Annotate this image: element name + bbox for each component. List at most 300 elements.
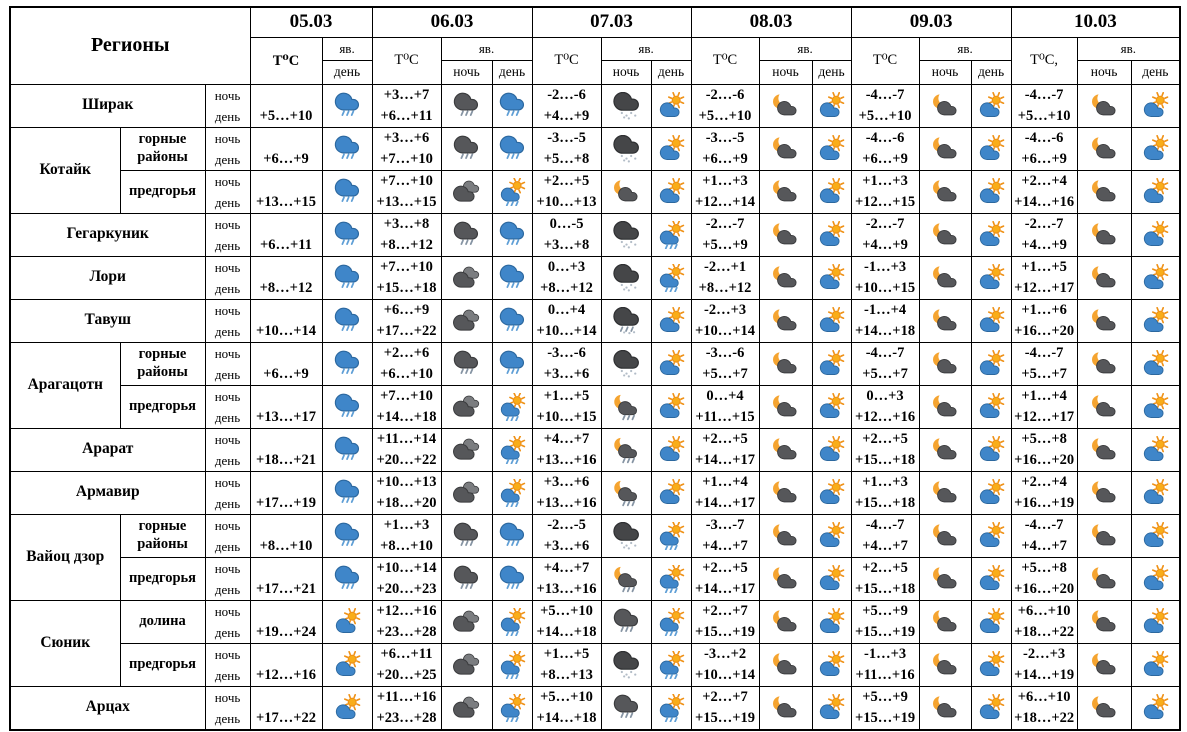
phenomenon-cell [1077, 557, 1131, 600]
night-temperature [251, 644, 322, 665]
day-temperature: +12…+16 [855, 408, 916, 425]
phenomenon-cell [441, 643, 492, 686]
night-day-label-cell [205, 127, 250, 170]
phenomenon-cell [812, 127, 851, 170]
day-temperature: +8…+12 [540, 279, 593, 296]
night-temperature: +3…+6 [383, 129, 430, 146]
temperature-cell [250, 643, 322, 686]
night-temperature: +2…+7 [702, 602, 748, 619]
moon-cloud-icon [930, 608, 961, 636]
phenomenon-cell [651, 170, 691, 213]
region-name: Лори [10, 256, 205, 299]
night-temperature: +4…+7 [543, 430, 590, 447]
rain-blue-icon [497, 522, 528, 550]
phenomenon-cell [601, 84, 651, 127]
sun-cloud-icon [1140, 307, 1171, 335]
region-row [10, 385, 1180, 428]
temperature-cell [691, 686, 759, 730]
sun-cloud-rain-icon [656, 264, 687, 292]
temperature-cell [851, 385, 919, 428]
phenomenon-cell [759, 514, 812, 557]
day-temperature: +6…+9 [1021, 150, 1067, 167]
day-label: день [214, 366, 241, 382]
night-temperature: -3…-7 [705, 516, 745, 533]
temperature-cell [691, 170, 759, 213]
day-temperature: +14…+16 [1014, 193, 1075, 210]
sun-cloud-icon [1140, 221, 1171, 249]
temperature-cell [851, 299, 919, 342]
temperature-cell [372, 428, 441, 471]
temperature-cell [250, 299, 322, 342]
temperature-cell [532, 385, 601, 428]
night-temperature: +7…+10 [380, 387, 433, 404]
night-temperature: +3…+6 [543, 473, 590, 490]
temperature-cell [372, 256, 441, 299]
night-temperature [251, 687, 322, 708]
phenomenon-cell [971, 514, 1011, 557]
phenomenon-cell [492, 299, 532, 342]
cloud-dark-icon [451, 651, 482, 679]
night-temperature: +6…+11 [380, 645, 433, 662]
day-temperature: +8…+12 [380, 236, 433, 253]
sun-cloud-icon [1140, 651, 1171, 679]
rain-blue-icon [332, 92, 363, 120]
day-label: день [214, 323, 241, 339]
night-temperature: -2…+3 [704, 301, 747, 318]
moon-cloud-icon [1089, 522, 1120, 550]
phenomenon-cell [322, 471, 372, 514]
phenomenon-cell [971, 299, 1011, 342]
phenomenon-cell [322, 686, 372, 730]
snow-dark-icon [611, 221, 642, 249]
moon-cloud-icon [1089, 307, 1120, 335]
subregion-name: предгорья [120, 170, 205, 213]
phenomenon-cell [1131, 84, 1180, 127]
rain-blue-icon [332, 135, 363, 163]
phenomenon-cell [1077, 256, 1131, 299]
sun-cloud-icon [1140, 135, 1171, 163]
night-label: ночь [214, 87, 241, 103]
night-day-label-cell [205, 600, 250, 643]
phenomenon-cell [812, 385, 851, 428]
phenomenon-cell [492, 84, 532, 127]
phenomenon-cell [492, 170, 532, 213]
phenomenon-cell [651, 514, 691, 557]
phenomenon-cell [919, 213, 971, 256]
phenomenon-cell [322, 385, 372, 428]
sun-cloud-rain-icon [497, 393, 528, 421]
moon-cloud-icon [770, 651, 801, 679]
temperature-cell [532, 213, 601, 256]
phenomenon-cell [759, 643, 812, 686]
phenomenon-column-header: яв. [322, 37, 372, 60]
day-label: день [214, 280, 241, 296]
sun-cloud-icon [1140, 178, 1171, 206]
day-temperature: +17…+19 [256, 494, 317, 511]
night-label: ночь [214, 216, 241, 232]
temperature-cell [1011, 557, 1077, 600]
temperature-cell [372, 213, 441, 256]
rain-blue-icon [332, 479, 363, 507]
moon-cloud-icon [1089, 221, 1120, 249]
day-subheader: день [812, 60, 851, 84]
night-temperature: +2…+5 [702, 430, 748, 447]
sun-cloud-icon [976, 436, 1007, 464]
temperature-cell [1011, 514, 1077, 557]
temperature-cell [532, 686, 601, 730]
sun-cloud-icon [976, 92, 1007, 120]
phenomenon-cell [812, 514, 851, 557]
night-label: ночь [214, 603, 241, 619]
temperature-cell [372, 643, 441, 686]
region-name: Тавуш [10, 299, 205, 342]
night-temperature: +6…+10 [1017, 688, 1071, 705]
phenomenon-cell [601, 428, 651, 471]
day-temperature: +17…+21 [256, 580, 317, 597]
sun-cloud-icon [1140, 350, 1171, 378]
phenomenon-cell [441, 213, 492, 256]
phenomenon-cell [812, 299, 851, 342]
phenomenon-cell [1131, 256, 1180, 299]
phenomenon-cell [919, 514, 971, 557]
temperature-cell [851, 213, 919, 256]
phenomenon-cell [441, 127, 492, 170]
night-temperature: -4…-6 [865, 129, 905, 146]
phenomenon-cell [601, 557, 651, 600]
temperature-cell [1011, 256, 1077, 299]
moon-cloud-rain-icon [611, 565, 642, 593]
phenomenon-cell [812, 213, 851, 256]
moon-cloud-icon [930, 264, 961, 292]
day-temperature: +6…+10 [380, 365, 433, 382]
phenomenon-cell [919, 643, 971, 686]
night-label: ночь [214, 130, 241, 146]
sun-cloud-icon [976, 221, 1007, 249]
moon-cloud-icon [1089, 651, 1120, 679]
phenomenon-cell [492, 643, 532, 686]
night-temperature: -3…-5 [705, 129, 745, 146]
day-label: день [214, 194, 241, 210]
day-temperature: +6…+9 [862, 150, 908, 167]
phenomenon-cell [651, 342, 691, 385]
phenomenon-column-header: яв. [1077, 37, 1180, 60]
region-name: Ширак [10, 84, 205, 127]
day-temperature: +14…+18 [536, 623, 597, 640]
day-temperature: +13…+16 [536, 580, 597, 597]
phenomenon-cell [1077, 170, 1131, 213]
table-header [10, 7, 1180, 84]
temperature-cell [532, 84, 601, 127]
date-header-06.03: 06.03 [372, 7, 532, 37]
phenomenon-cell [601, 342, 651, 385]
phenomenon-cell [759, 557, 812, 600]
date-header-05.03: 05.03 [250, 7, 372, 37]
day-temperature: +6…+11 [380, 107, 433, 124]
region-name: Котайк [10, 127, 120, 213]
region-row [10, 84, 1180, 127]
temperature-cell [250, 514, 322, 557]
phenomenon-cell [971, 170, 1011, 213]
moon-cloud-icon [1089, 479, 1120, 507]
night-day-label-cell [205, 213, 250, 256]
night-temperature: +1…+6 [1021, 301, 1067, 318]
night-subheader: ночь [441, 60, 492, 84]
phenomenon-column-header: яв. [441, 37, 532, 60]
temperature-cell [532, 471, 601, 514]
moon-cloud-icon [930, 651, 961, 679]
night-temperature: 0…+3 [547, 258, 586, 275]
moon-cloud-icon [1089, 350, 1120, 378]
phenomenon-cell [651, 643, 691, 686]
night-temperature: -2…-7 [865, 215, 905, 232]
night-day-label-cell [205, 471, 250, 514]
temperature-cell [250, 385, 322, 428]
rain-blue-icon [332, 522, 363, 550]
moon-cloud-icon [770, 608, 801, 636]
day-temperature: +3…+6 [543, 537, 590, 554]
day-label: день [214, 108, 241, 124]
date-header-07.03: 07.03 [532, 7, 691, 37]
temperature-cell [372, 84, 441, 127]
rain-blue-icon [497, 135, 528, 163]
phenomenon-cell [1077, 600, 1131, 643]
day-temperature: +11…+15 [695, 408, 755, 425]
night-day-label-cell [205, 342, 250, 385]
snow-dark-icon [611, 350, 642, 378]
snow-rain-dark-icon [611, 307, 642, 335]
night-day-label-cell [205, 385, 250, 428]
moon-cloud-icon [770, 221, 801, 249]
day-temperature: +6…+9 [263, 365, 309, 382]
night-label: ночь [214, 517, 241, 533]
sun-cloud-icon [976, 522, 1007, 550]
temperature-cell [851, 514, 919, 557]
moon-cloud-icon [1089, 135, 1120, 163]
moon-cloud-icon [1089, 178, 1120, 206]
day-temperature: +4…+9 [543, 107, 590, 124]
rain-blue-icon [497, 221, 528, 249]
moon-cloud-icon [930, 221, 961, 249]
phenomenon-cell [651, 256, 691, 299]
day-temperature: +4…+9 [1021, 236, 1067, 253]
cloud-dark-icon [451, 264, 482, 292]
sun-cloud-rain-icon [656, 651, 687, 679]
phenomenon-cell [759, 342, 812, 385]
cloud-dark-icon [451, 436, 482, 464]
night-temperature: -2…+3 [1023, 645, 1066, 662]
phenomenon-cell [1131, 385, 1180, 428]
sun-cloud-icon [816, 307, 847, 335]
night-temperature: -4…-7 [1024, 86, 1064, 103]
phenomenon-cell [441, 342, 492, 385]
temperature-column-header: T⁰C [851, 37, 919, 84]
temperature-cell [532, 428, 601, 471]
night-label: ночь [214, 474, 241, 490]
temperature-cell [532, 557, 601, 600]
day-temperature: +17…+22 [256, 709, 317, 726]
rain-dark-icon [451, 350, 482, 378]
region-row [10, 686, 1180, 730]
moon-cloud-icon [770, 264, 801, 292]
phenomenon-cell [651, 686, 691, 730]
temperature-cell [250, 686, 322, 730]
sun-cloud-icon [1140, 608, 1171, 636]
day-temperature: +18…+20 [376, 494, 437, 511]
temperature-cell [691, 557, 759, 600]
temperature-cell [851, 557, 919, 600]
rain-blue-icon [332, 178, 363, 206]
night-temperature: -1…+3 [864, 645, 907, 662]
night-temperature [251, 601, 322, 622]
sun-cloud-icon [976, 608, 1007, 636]
night-temperature: +7…+10 [380, 258, 433, 275]
region-row [10, 213, 1180, 256]
date-header-09.03: 09.03 [851, 7, 1011, 37]
cloud-dark-icon [451, 608, 482, 636]
phenomenon-cell [651, 600, 691, 643]
phenomenon-cell [812, 84, 851, 127]
phenomenon-cell [971, 600, 1011, 643]
phenomenon-cell [759, 84, 812, 127]
night-temperature: +1…+3 [862, 172, 908, 189]
night-temperature: 0…-5 [549, 215, 584, 232]
day-temperature: +13…+16 [536, 451, 597, 468]
phenomenon-cell [651, 471, 691, 514]
sun-cloud-icon [332, 651, 363, 679]
night-temperature: +6…+10 [1017, 602, 1071, 619]
temperature-cell [691, 514, 759, 557]
day-temperature: +20…+22 [376, 451, 437, 468]
moon-cloud-icon [1089, 694, 1120, 722]
moon-cloud-icon [770, 135, 801, 163]
phenomenon-cell [492, 514, 532, 557]
day-temperature: +5…+8 [543, 150, 590, 167]
night-label: ночь [214, 388, 241, 404]
phenomenon-cell [601, 213, 651, 256]
temperature-cell [532, 342, 601, 385]
sun-cloud-icon [332, 608, 363, 636]
phenomenon-cell [601, 170, 651, 213]
night-label: ночь [214, 560, 241, 576]
region-row [10, 643, 1180, 686]
phenomenon-cell [651, 385, 691, 428]
phenomenon-cell [919, 299, 971, 342]
night-day-label-cell [205, 686, 250, 730]
sun-cloud-icon [976, 135, 1007, 163]
rain-blue-icon [332, 350, 363, 378]
sun-cloud-icon [976, 694, 1007, 722]
moon-cloud-icon [611, 178, 642, 206]
sun-cloud-icon [656, 307, 687, 335]
day-temperature: +15…+18 [855, 451, 916, 468]
sun-cloud-icon [816, 436, 847, 464]
phenomenon-cell [651, 299, 691, 342]
rain-dark-icon [451, 92, 482, 120]
sun-cloud-rain-icon [497, 436, 528, 464]
day-temperature: +3…+8 [543, 236, 590, 253]
rain-blue-icon [332, 565, 363, 593]
temperature-cell [250, 342, 322, 385]
moon-cloud-icon [1089, 436, 1120, 464]
phenomenon-cell [322, 643, 372, 686]
day-temperature: +6…+9 [702, 150, 748, 167]
night-label: ночь [214, 431, 241, 447]
phenomenon-cell [1131, 127, 1180, 170]
temperature-cell [250, 471, 322, 514]
temperature-cell [851, 256, 919, 299]
rain-blue-icon [332, 436, 363, 464]
moon-cloud-icon [930, 178, 961, 206]
temperature-cell [372, 127, 441, 170]
phenomenon-cell [441, 686, 492, 730]
night-temperature: +11…+16 [376, 688, 437, 705]
rain-blue-icon [332, 221, 363, 249]
temperature-cell [1011, 170, 1077, 213]
cloud-dark-icon [451, 479, 482, 507]
phenomenon-cell [441, 428, 492, 471]
phenomenon-cell [971, 557, 1011, 600]
day-temperature: +5…+10 [858, 107, 912, 124]
rain-blue-icon [332, 264, 363, 292]
phenomenon-cell [1077, 342, 1131, 385]
night-temperature: -4…-7 [865, 344, 905, 361]
phenomenon-cell [651, 428, 691, 471]
phenomenon-cell [322, 170, 372, 213]
day-temperature: +12…+17 [1014, 408, 1075, 425]
temperature-cell [532, 127, 601, 170]
night-temperature: +12…+16 [376, 602, 437, 619]
phenomenon-cell [492, 428, 532, 471]
rain-blue-icon [332, 393, 363, 421]
day-temperature: +10…+14 [536, 322, 597, 339]
temperature-cell [691, 213, 759, 256]
phenomenon-cell [971, 127, 1011, 170]
temperature-cell [532, 600, 601, 643]
day-temperature: +16…+20 [1014, 451, 1075, 468]
temperature-cell [691, 256, 759, 299]
phenomenon-cell [759, 686, 812, 730]
phenomenon-cell [919, 600, 971, 643]
night-day-label-cell [205, 84, 250, 127]
day-temperature: +15…+19 [855, 623, 916, 640]
day-subheader: день [1131, 60, 1180, 84]
night-label: ночь [214, 345, 241, 361]
night-temperature: +2…+7 [702, 688, 748, 705]
night-subheader: ночь [919, 60, 971, 84]
phenomenon-cell [441, 170, 492, 213]
region-row [10, 600, 1180, 643]
sun-cloud-icon [1140, 436, 1171, 464]
sun-cloud-rain-icon [497, 694, 528, 722]
subregion-name: предгорья [120, 643, 205, 686]
day-subheader: день [322, 60, 372, 84]
phenomenon-cell [1077, 514, 1131, 557]
region-row [10, 256, 1180, 299]
phenomenon-cell [971, 428, 1011, 471]
temperature-cell [372, 385, 441, 428]
sun-cloud-icon [816, 92, 847, 120]
phenomenon-cell [1131, 170, 1180, 213]
snow-dark-icon [611, 522, 642, 550]
phenomenon-cell [759, 471, 812, 514]
day-temperature: +14…+17 [695, 451, 756, 468]
day-temperature: +12…+14 [695, 193, 756, 210]
night-temperature [251, 171, 322, 192]
night-temperature: -4…-7 [865, 86, 905, 103]
phenomenon-cell [1077, 127, 1131, 170]
temperature-column-header: T⁰C [372, 37, 441, 84]
phenomenon-cell [601, 256, 651, 299]
